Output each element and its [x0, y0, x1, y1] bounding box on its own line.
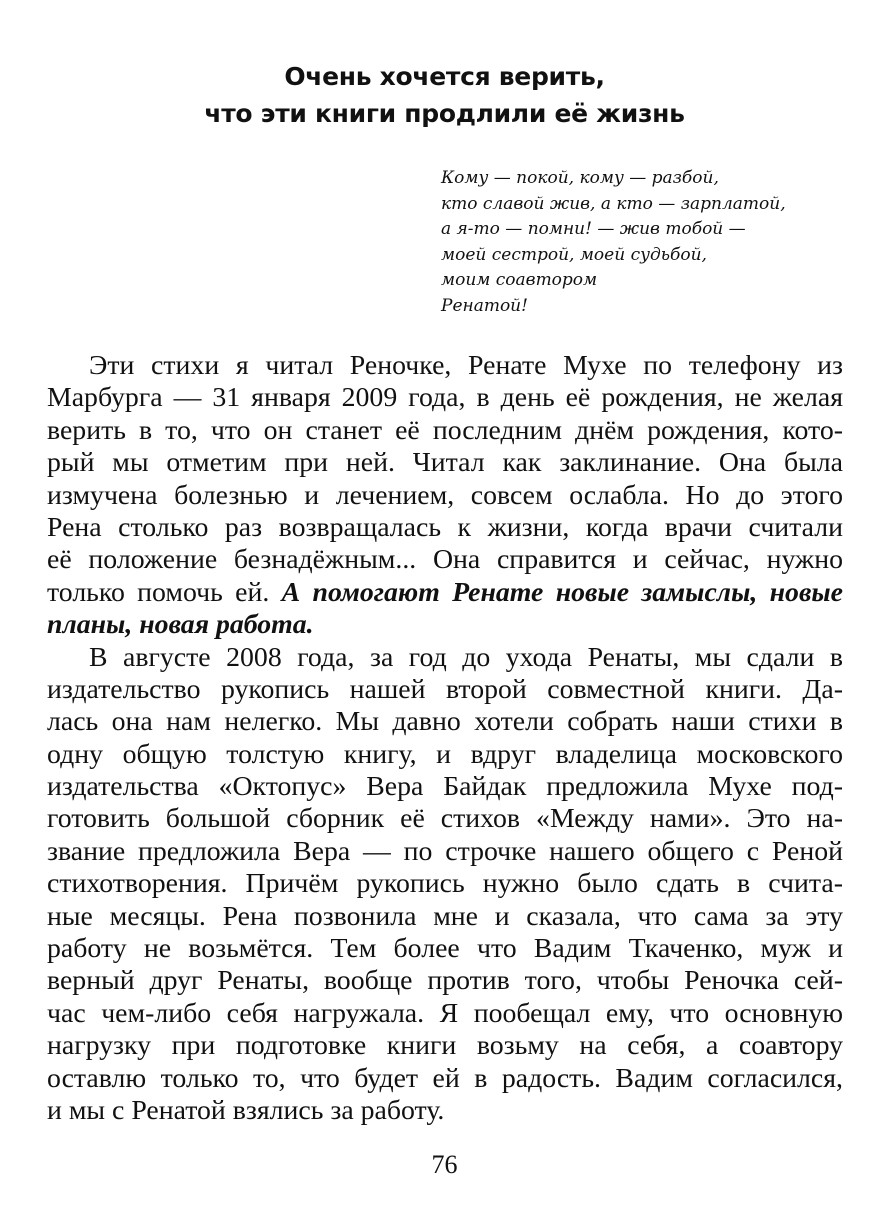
paragraph-line: верить в то, что он станет её последним днём рождения, кото-: [47, 414, 843, 446]
paragraph-line: работу не возьмётся. Тем более что Вадим Ткаченко, муж и: [47, 933, 843, 965]
paragraph-line: издательства «Октопус» Вера Байдак предложила Мухе под-: [47, 771, 843, 803]
paragraph-line: издательство рукопись нашей второй совместной книги. Да-: [47, 673, 843, 705]
paragraph-line: ные месяцы. Рена позвонила мне и сказала, что сама за эту: [47, 900, 843, 932]
paragraph-line: нагрузку при подготовке книги возьму на себя, а соавтору: [47, 1030, 843, 1062]
page-number: 76: [431, 1150, 458, 1179]
emphasized-text: планы, новая работа.: [47, 609, 314, 641]
epigraph-line: кто славой жив, а кто — зарплатой,: [441, 193, 786, 214]
paragraph-line: измучена болезнью и лечением, совсем ослабла. Но до этого: [47, 479, 843, 511]
epigraph-line: а я-то — помни! — жив тобой —: [441, 219, 746, 239]
paragraph-line: [47, 577, 843, 609]
epigraph-line: Кому — покой, кому — разбой,: [441, 168, 719, 188]
paragraph-line: В августе 2008 года, за год до ухода Ренаты, мы сдали в: [89, 641, 843, 673]
paragraph-line: и мы с Ренатой взялись за работу.: [47, 1094, 445, 1126]
body-text: [47, 350, 843, 1127]
paragraph-line: Эти стихи я читал Реночке, Ренате Мухе по телефону из: [89, 350, 843, 381]
paragraph-line: Рена столько раз возвращалась к жизни, когда врачи считали: [47, 511, 843, 543]
chapter-title-line: Очень хочется верить,: [284, 62, 605, 91]
paragraph-line: её положение безнадёжным... Она справится и сейчас, нужно: [47, 544, 843, 576]
epigraph-line: моим соавтором: [441, 270, 598, 290]
paragraph-line: рый мы отметим при ней. Читал как заклинание. Она была: [47, 447, 843, 479]
emphasized-text: А помогают Ренате новые замыслы, новые: [281, 576, 843, 608]
paragraph-line: одну общую толстую книгу, и вдруг владелица московского: [47, 738, 843, 770]
paragraph-line: оставлю только то, что будет ей в радость. Вадим согласился,: [47, 1062, 843, 1094]
epigraph: [441, 166, 871, 319]
paragraph-line: [47, 609, 843, 641]
paragraph-line: лась она нам нелегко. Мы давно хотели собрать наши стихи в: [47, 706, 843, 738]
paragraph-line: стихотворения. Причём рукопись нужно было сдать в счита-: [47, 868, 843, 900]
paragraph-line: Марбурга — 31 января 2009 года, в день её рождения, не желая: [47, 382, 843, 414]
epigraph-line: Ренатой!: [441, 295, 528, 316]
paragraph-line: готовить большой сборник её стихов «Между нами». Это на-: [47, 803, 843, 835]
chapter-title-line: что эти книги продлили её жизнь: [204, 99, 685, 128]
paragraph-line: звание предложила Вера — по строчке нашего общего с Реной: [47, 835, 843, 867]
epigraph-line: моей сестрой, моей судьбой,: [441, 244, 707, 265]
paragraph-line: верный друг Ренаты, вообще против того, чтобы Реночка сей-: [47, 965, 843, 997]
paragraph-line: час чем-либо себя нагружала. Я пообещал ему, что основную: [47, 997, 843, 1029]
chapter-title: [0, 58, 889, 132]
plain-text: только помочь ей.: [47, 576, 282, 608]
